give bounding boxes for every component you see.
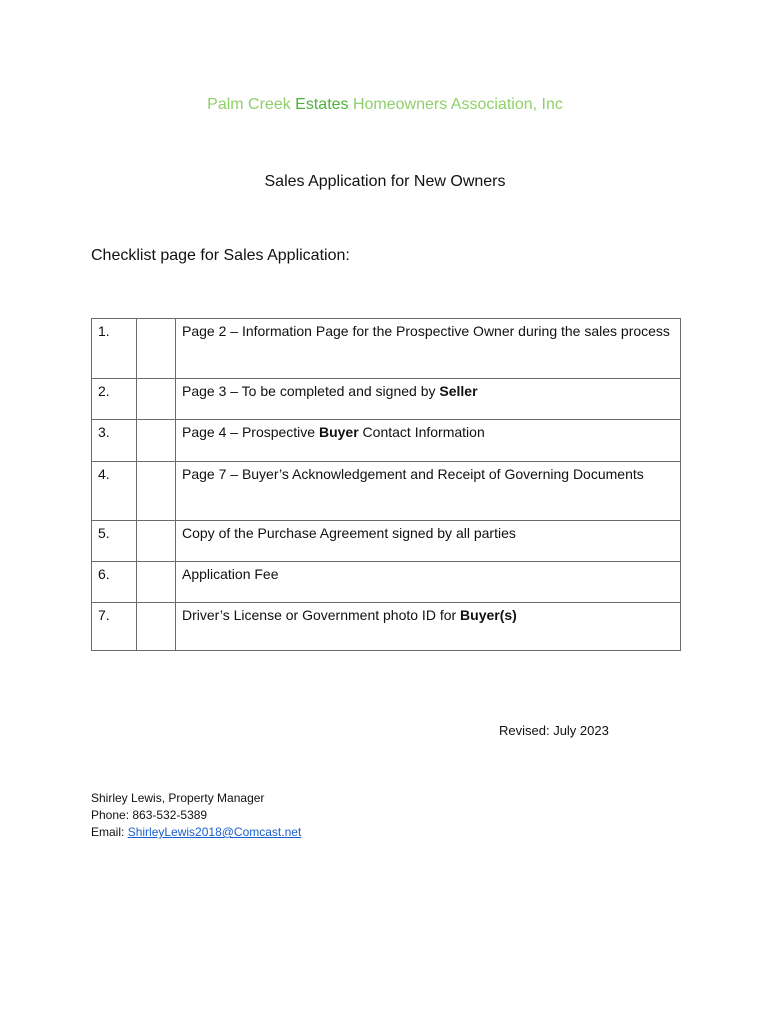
table-row [92,420,681,462]
contact-phone: Phone: 863-532-5389 [91,808,208,822]
table-row [92,462,681,521]
checkbox-cell[interactable] [137,379,176,420]
item-text: Page 4 – Prospective [182,424,319,440]
document-title: Sales Application for New Owners [264,173,506,190]
item-text: Page 3 – To be completed and signed by [182,383,440,399]
org-title-part-1: Palm Creek [207,96,296,113]
table-row [92,562,681,603]
item-number: 4. [92,462,137,521]
contact-block [91,790,301,841]
organization-title [0,94,770,116]
contact-email-line [91,824,301,841]
checkbox-cell[interactable] [137,420,176,462]
org-title-part-3: Homeowners Association, Inc [348,96,563,113]
checkbox-cell[interactable] [137,319,176,379]
item-description: Copy of the Purchase Agreement signed by all parties [176,521,681,562]
item-description: Application Fee [176,562,681,603]
checkbox-cell[interactable] [137,562,176,603]
item-number: 7. [92,603,137,651]
checkbox-cell[interactable] [137,603,176,651]
item-description: Page 2 – Information Page for the Prospective Owner during the sales process [176,319,681,379]
org-title-part-2: Estates [295,96,349,113]
item-description: Page 7 – Buyer’s Acknowledgement and Receipt of Governing Documents [176,462,681,521]
item-text-bold: Buyer [318,424,359,440]
item-number: 3. [92,420,137,462]
table-row [92,379,681,420]
checkbox-cell[interactable] [137,462,176,521]
item-number: 2. [92,379,137,420]
contact-name: Shirley Lewis, Property Manager [91,791,265,805]
checklist-heading: Checklist page for Sales Application: [91,247,350,264]
item-number: 1. [92,319,137,379]
item-text-bold: Buyer(s) [460,607,517,623]
item-number: 5. [92,521,137,562]
item-description [176,420,681,462]
table-row [92,521,681,562]
item-number: 6. [92,562,137,603]
checklist-table [91,318,681,651]
item-text: Driver’s License or Government photo ID for [182,607,461,623]
item-description [176,379,681,420]
item-text-bold: Seller [439,383,478,399]
table-row [92,603,681,651]
email-link[interactable]: ShirleyLewis2018@Comcast.net [127,825,302,839]
item-description [176,603,681,651]
table-row [92,319,681,379]
item-text: Contact Information [358,424,485,440]
email-label: Email: [91,825,128,839]
checkbox-cell[interactable] [137,521,176,562]
revised-date: Revised: July 2023 [499,723,609,738]
